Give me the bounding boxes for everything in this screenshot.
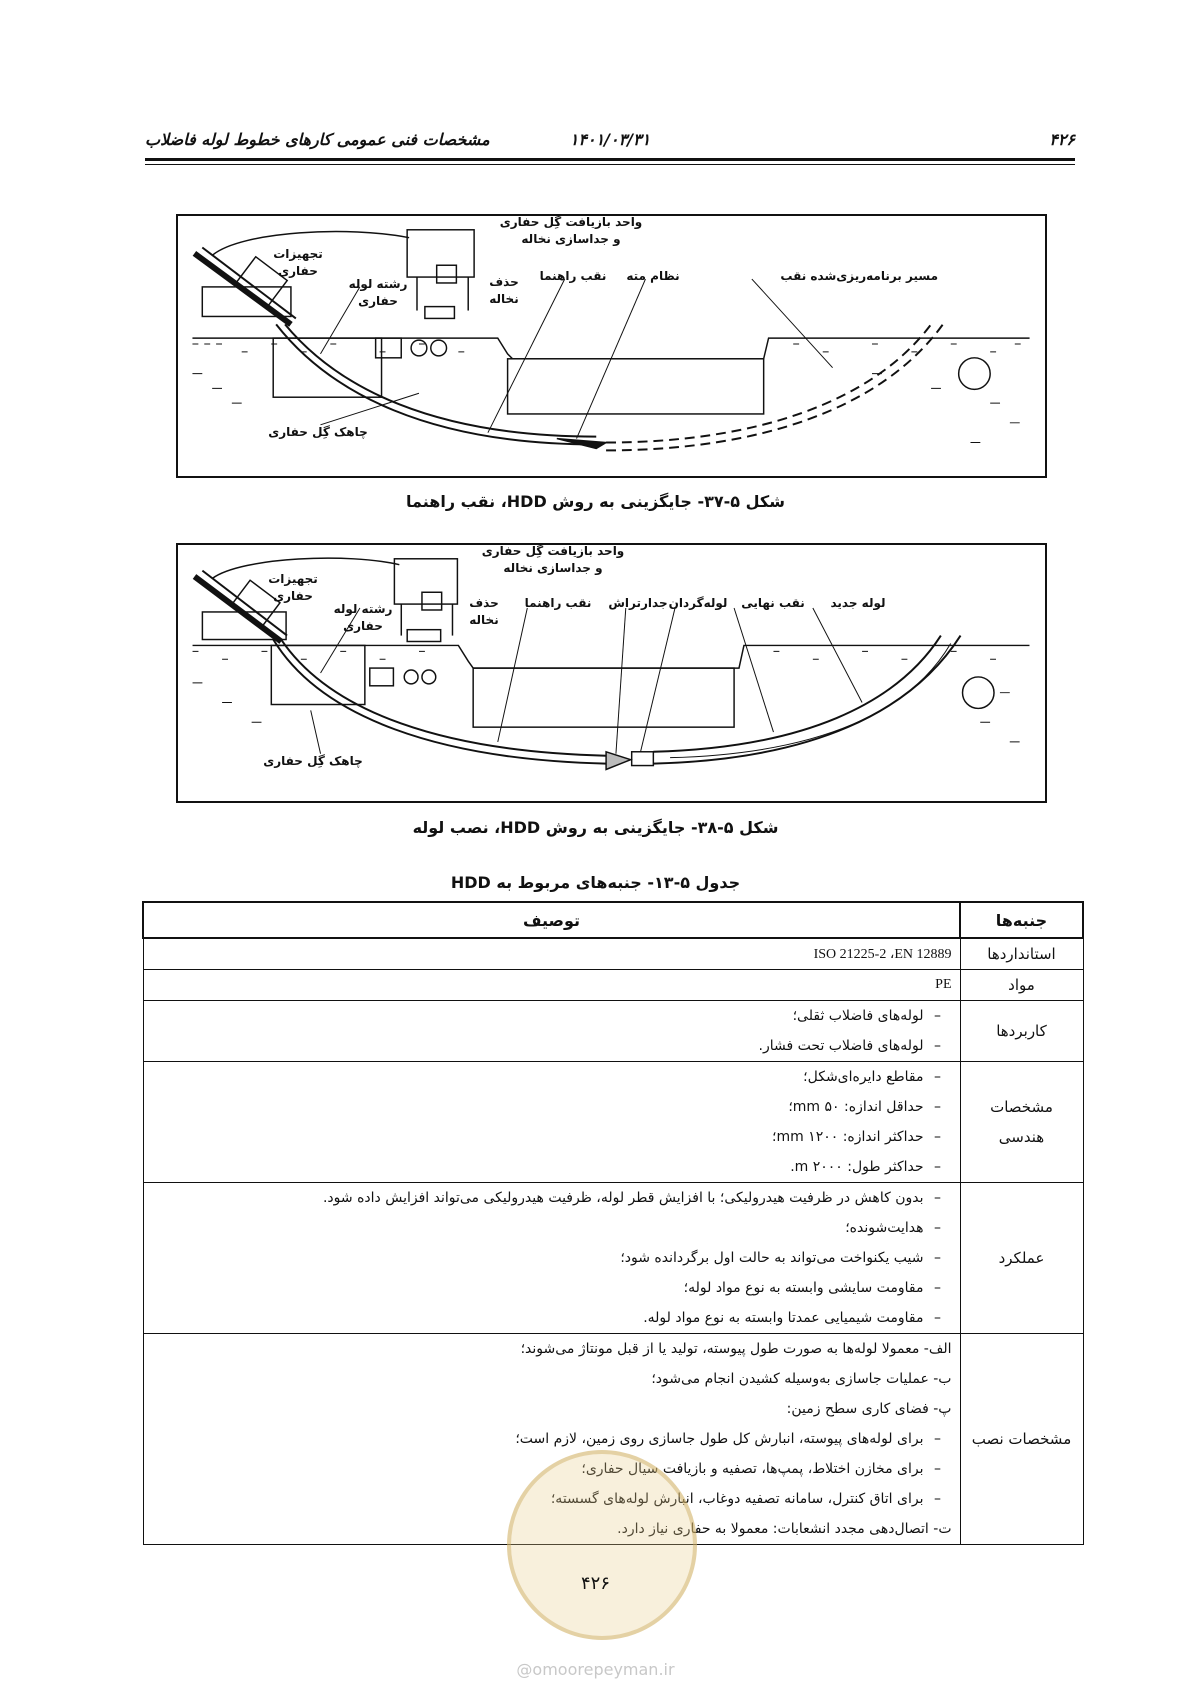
row-installation-label: مشخصات نصب <box>960 1334 1083 1545</box>
header-description: توصیف <box>143 902 960 938</box>
figure2-caption: شکل ۵-۳۸- جایگزینی به روش HDD، نصب لوله <box>412 818 779 837</box>
row-materials-label: مواد <box>960 970 1083 1001</box>
label-final-bore: نقب نهایی <box>741 596 805 610</box>
watermark-seal <box>507 1450 697 1640</box>
row-performance-values <box>143 1183 960 1334</box>
row-performance <box>143 1183 1083 1334</box>
header-date: ۱۴۰۱/۰۳/۳۱ <box>569 130 651 149</box>
label-mud-pit: چاهک گِل حفاری <box>268 425 368 439</box>
hdd-aspects-table <box>142 901 1084 1545</box>
row-geometry-label: مشخصات هندسی <box>960 1062 1083 1183</box>
list-item: ب- عملیات جاسازی به‌وسیله کشیدن انجام می‌شود؛ <box>651 1371 952 1387</box>
list-item: ت- اتصال‌دهی مجدد انشعابات: معمولا به حفاری نیاز دارد. <box>617 1521 952 1537</box>
figure-hdd-pipe-install <box>176 543 1047 803</box>
row-materials <box>143 970 1083 1001</box>
list-item: –حداکثر طول: ۲۰۰۰ m. <box>790 1159 941 1175</box>
footer-watermark: @omoorepeyman.ir <box>516 1660 675 1679</box>
table-header-row <box>143 902 1083 938</box>
row-standards <box>143 938 1083 970</box>
list-item: پ- فضای کاری سطح زمین: <box>786 1401 952 1417</box>
figure-hdd-pilot-bore <box>176 214 1047 478</box>
label-drill-string: رشته لوله حفاری <box>333 602 393 633</box>
row-performance-label: عملکرد <box>960 1183 1083 1334</box>
row-applications-label: کاربردها <box>960 1001 1083 1062</box>
header-title: مشخصات فنی عمومی کارهای خطوط لوله فاضلاب <box>145 130 490 149</box>
label-new-pipe: لوله جدید <box>830 596 886 610</box>
header-aspects: جنبه‌ها <box>960 902 1083 938</box>
label-drill-bit-system: نظام مته <box>626 269 680 283</box>
label-recovery-unit: واحد بازیافت گِل حفاری و جداسازی نخاله <box>499 215 643 246</box>
row-geometry-values <box>143 1062 960 1183</box>
list-item: –هدایت‌شونده؛ <box>845 1220 941 1236</box>
table-caption: جدول ۵-۱۳- جنبه‌های مربوط به HDD <box>450 873 741 892</box>
list-item: –مقاطع دایره‌ای‌شکل؛ <box>803 1069 941 1085</box>
list-item: –برای مخازن اختلاط، پمپ‌ها، تصفیه و بازیافت سیال حفاری؛ <box>581 1461 941 1477</box>
row-geometry <box>143 1062 1083 1183</box>
list-item: –لوله‌های فاضلاب تحت فشار. <box>758 1038 941 1054</box>
label-planned-path: مسیر برنامه‌ریزی‌شده نقب <box>780 269 938 283</box>
label-drill-string: رشته لوله حفاری <box>348 277 408 308</box>
header-page-number: ۴۲۶ <box>1049 130 1075 149</box>
list-item: –حداکثر اندازه: ۱۲۰۰ mm؛ <box>771 1129 941 1145</box>
row-materials-value: PE <box>143 970 960 1001</box>
list-item: –برای اتاق کنترل، سامانه تصفیه دوغاب، انبارش لوله‌های گسسته؛ <box>550 1491 941 1507</box>
row-applications-values <box>143 1001 960 1062</box>
header-rule <box>145 158 1075 161</box>
label-pilot-bore: نقب راهنما <box>524 596 592 610</box>
list-item: –حداقل اندازه: ۵۰ mm؛ <box>788 1099 941 1115</box>
label-pilot-bore: نقب راهنما <box>539 269 607 283</box>
list-item: –مقاومت سایشی وابسته به نوع مواد لوله؛ <box>683 1280 941 1296</box>
label-equipment: تجهیزات حفاری <box>268 572 318 603</box>
label-debris-removal: حذف نخاله <box>489 275 519 306</box>
list-item: –شیب یکنواخت می‌تواند به حالت اول برگردانده شود؛ <box>620 1250 941 1266</box>
figure1-caption: شکل ۵-۳۷- جایگزینی به روش HDD، نقب راهنما <box>406 492 785 511</box>
list-item: –برای لوله‌های پیوسته، انبارش کل طول جاسازی روی زمین، لازم است؛ <box>515 1431 941 1447</box>
list-item: –لوله‌های فاضلاب ثقلی؛ <box>792 1008 941 1024</box>
label-reamer: جدارتراش <box>608 596 668 610</box>
row-applications <box>143 1001 1083 1062</box>
label-mud-pit: چاهک گِل حفاری <box>263 754 363 768</box>
list-item: الف- معمولا لوله‌ها به صورت طول پیوسته، تولید یا از قبل مونتاژ می‌شوند؛ <box>520 1341 952 1357</box>
header-rule-thin <box>145 164 1075 165</box>
label-debris-removal: حذف نخاله <box>469 596 499 627</box>
footer-page-number: ۴۲۶ <box>580 1573 610 1594</box>
label-swivel: لوله‌گردان <box>668 596 728 610</box>
list-item: –بدون کاهش در ظرفیت هیدرولیکی؛ با افزایش قطر لوله، ظرفیت هیدرولیکی می‌تواند افزایش داده شود. <box>322 1190 941 1206</box>
row-standards-label: استانداردها <box>960 938 1083 970</box>
label-equipment: تجهیزات حفاری <box>273 247 323 278</box>
list-item: –مقاومت شیمیایی عمدتا وابسته به نوع مواد لوله. <box>643 1310 941 1326</box>
row-standards-value: ISO 21225-2 ،EN 12889 <box>143 938 960 970</box>
label-recovery-unit: واحد بازیافت گِل حفاری و جداسازی نخاله <box>481 544 625 575</box>
